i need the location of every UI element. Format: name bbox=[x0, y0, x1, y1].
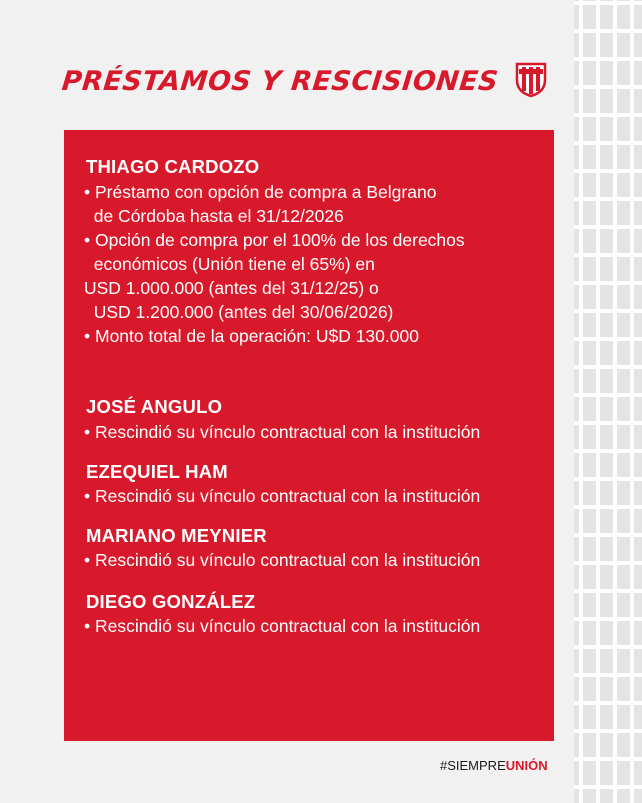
hashtag-suffix: UNIÓN bbox=[505, 758, 548, 773]
decorative-side-pattern bbox=[574, 0, 642, 803]
club-crest-icon bbox=[514, 60, 548, 98]
player-detail-line: • Monto total de la operación: U$D 130.000 bbox=[84, 326, 419, 346]
player-detail-line: • Préstamo con opción de compra a Belgrano bbox=[84, 182, 437, 202]
player-name: THIAGO CARDOZO bbox=[86, 156, 260, 177]
player-detail-line: • Rescindió su vínculo contractual con la institución bbox=[84, 422, 481, 442]
player-detail-line: • Opción de compra por el 100% de los derechos bbox=[84, 230, 465, 250]
player-detail-line: USD 1.000.000 (antes del 31/12/25) o bbox=[84, 278, 379, 298]
page-title: PRÉSTAMOS Y RESCISIONES bbox=[60, 66, 500, 97]
player-detail-line: • Rescindió su vínculo contractual con la institución bbox=[84, 486, 481, 506]
player-detail-line: USD 1.200.000 (antes del 30/06/2026) bbox=[84, 302, 394, 322]
hashtag-prefix: #SIEMPRE bbox=[440, 758, 506, 773]
player-name: DIEGO GONZÁLEZ bbox=[86, 591, 256, 612]
hashtag bbox=[440, 758, 548, 773]
player-name: JOSÉ ANGULO bbox=[86, 396, 223, 417]
player-detail-line: económicos (Unión tiene el 65%) en bbox=[84, 254, 375, 274]
player-name: MARIANO MEYNIER bbox=[86, 525, 267, 546]
player-detail-line: • Rescindió su vínculo contractual con la institución bbox=[84, 616, 481, 636]
player-detail-line: de Córdoba hasta el 31/12/2026 bbox=[84, 206, 344, 226]
content-card bbox=[64, 130, 554, 741]
player-name: EZEQUIEL HAM bbox=[86, 461, 228, 482]
player-detail-line: • Rescindió su vínculo contractual con la institución bbox=[84, 550, 481, 570]
